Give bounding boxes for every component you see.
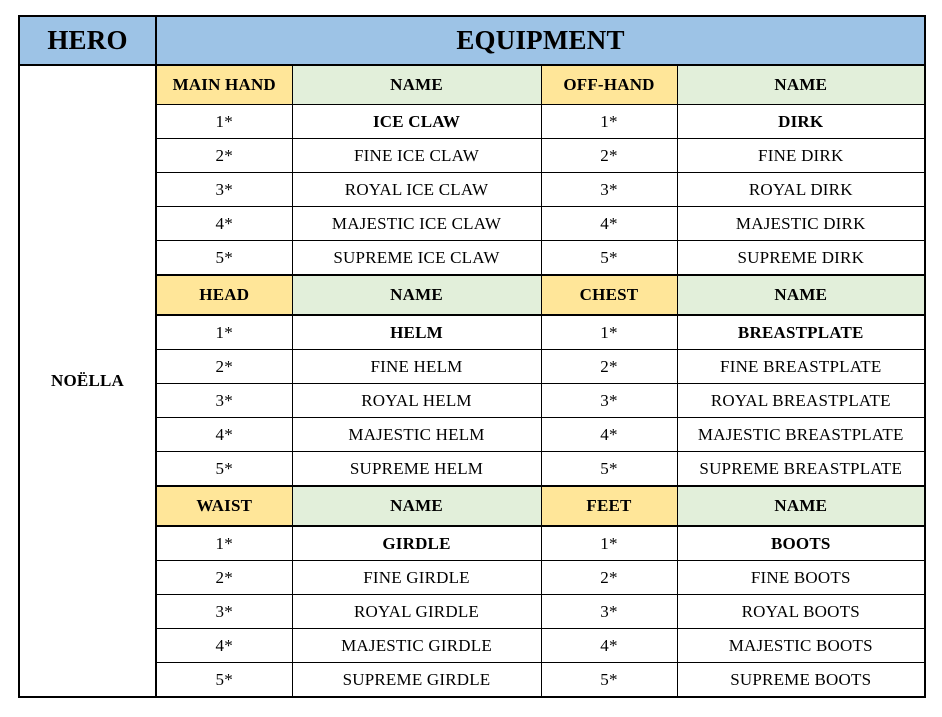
tier-cell: 3*: [541, 595, 677, 629]
item-name-cell: BREASTPLATE: [677, 315, 925, 350]
tier-cell: 2*: [156, 350, 292, 384]
tier-cell: 5*: [541, 663, 677, 698]
tier-cell: 2*: [541, 561, 677, 595]
tier-cell: 1*: [541, 105, 677, 139]
item-name-cell: MAJESTIC HELM: [292, 418, 541, 452]
item-name-cell: MAJESTIC DIRK: [677, 207, 925, 241]
tier-cell: 4*: [541, 629, 677, 663]
tier-cell: 1*: [156, 315, 292, 350]
item-name-cell: ROYAL ICE CLAW: [292, 173, 541, 207]
item-name-cell: MAJESTIC BREASTPLATE: [677, 418, 925, 452]
item-name-cell: ROYAL GIRDLE: [292, 595, 541, 629]
hero-header: HERO: [19, 16, 156, 65]
tier-cell: 4*: [156, 629, 292, 663]
tier-cell: 5*: [156, 241, 292, 276]
tier-cell: 4*: [541, 207, 677, 241]
item-name-cell: FINE HELM: [292, 350, 541, 384]
item-name-cell: FINE GIRDLE: [292, 561, 541, 595]
item-name-cell: SUPREME BOOTS: [677, 663, 925, 698]
item-name-cell: FINE DIRK: [677, 139, 925, 173]
item-name-cell: HELM: [292, 315, 541, 350]
tier-cell: 4*: [541, 418, 677, 452]
slot-header-left: MAIN HAND: [156, 65, 292, 105]
slot-header-right: OFF-HAND: [541, 65, 677, 105]
item-name-cell: MAJESTIC GIRDLE: [292, 629, 541, 663]
tier-cell: 3*: [156, 595, 292, 629]
tier-cell: 1*: [156, 526, 292, 561]
tier-cell: 2*: [156, 561, 292, 595]
item-name-cell: SUPREME GIRDLE: [292, 663, 541, 698]
item-name-cell: ROYAL HELM: [292, 384, 541, 418]
tier-cell: 1*: [541, 526, 677, 561]
section-header-row: [19, 65, 925, 105]
item-name-cell: SUPREME ICE CLAW: [292, 241, 541, 276]
tier-cell: 3*: [541, 384, 677, 418]
name-header-left: NAME: [292, 65, 541, 105]
equipment-table: [18, 15, 926, 698]
item-name-cell: ROYAL DIRK: [677, 173, 925, 207]
item-name-cell: ICE CLAW: [292, 105, 541, 139]
name-header-right: NAME: [677, 486, 925, 526]
item-name-cell: ROYAL BREASTPLATE: [677, 384, 925, 418]
tier-cell: 5*: [541, 452, 677, 487]
tier-cell: 5*: [156, 452, 292, 487]
slot-header-right: FEET: [541, 486, 677, 526]
name-header-right: NAME: [677, 275, 925, 315]
tier-cell: 5*: [541, 241, 677, 276]
tier-cell: 5*: [156, 663, 292, 698]
slot-header-left: WAIST: [156, 486, 292, 526]
item-name-cell: BOOTS: [677, 526, 925, 561]
tier-cell: 2*: [541, 350, 677, 384]
tier-cell: 3*: [156, 173, 292, 207]
item-name-cell: DIRK: [677, 105, 925, 139]
tier-cell: 1*: [156, 105, 292, 139]
item-name-cell: SUPREME DIRK: [677, 241, 925, 276]
tier-cell: 2*: [541, 139, 677, 173]
tier-cell: 3*: [156, 384, 292, 418]
item-name-cell: ROYAL BOOTS: [677, 595, 925, 629]
equipment-header: EQUIPMENT: [156, 16, 925, 65]
slot-header-right: CHEST: [541, 275, 677, 315]
item-name-cell: FINE ICE CLAW: [292, 139, 541, 173]
hero-name: NOËLLA: [19, 65, 156, 697]
item-name-cell: GIRDLE: [292, 526, 541, 561]
title-row: [19, 16, 925, 65]
item-name-cell: MAJESTIC ICE CLAW: [292, 207, 541, 241]
tier-cell: 3*: [541, 173, 677, 207]
item-name-cell: MAJESTIC BOOTS: [677, 629, 925, 663]
tier-cell: 4*: [156, 418, 292, 452]
tier-cell: 2*: [156, 139, 292, 173]
tier-cell: 4*: [156, 207, 292, 241]
slot-header-left: HEAD: [156, 275, 292, 315]
tier-cell: 1*: [541, 315, 677, 350]
name-header-right: NAME: [677, 65, 925, 105]
name-header-left: NAME: [292, 275, 541, 315]
name-header-left: NAME: [292, 486, 541, 526]
item-name-cell: FINE BOOTS: [677, 561, 925, 595]
item-name-cell: SUPREME BREASTPLATE: [677, 452, 925, 487]
item-name-cell: SUPREME HELM: [292, 452, 541, 487]
item-name-cell: FINE BREASTPLATE: [677, 350, 925, 384]
